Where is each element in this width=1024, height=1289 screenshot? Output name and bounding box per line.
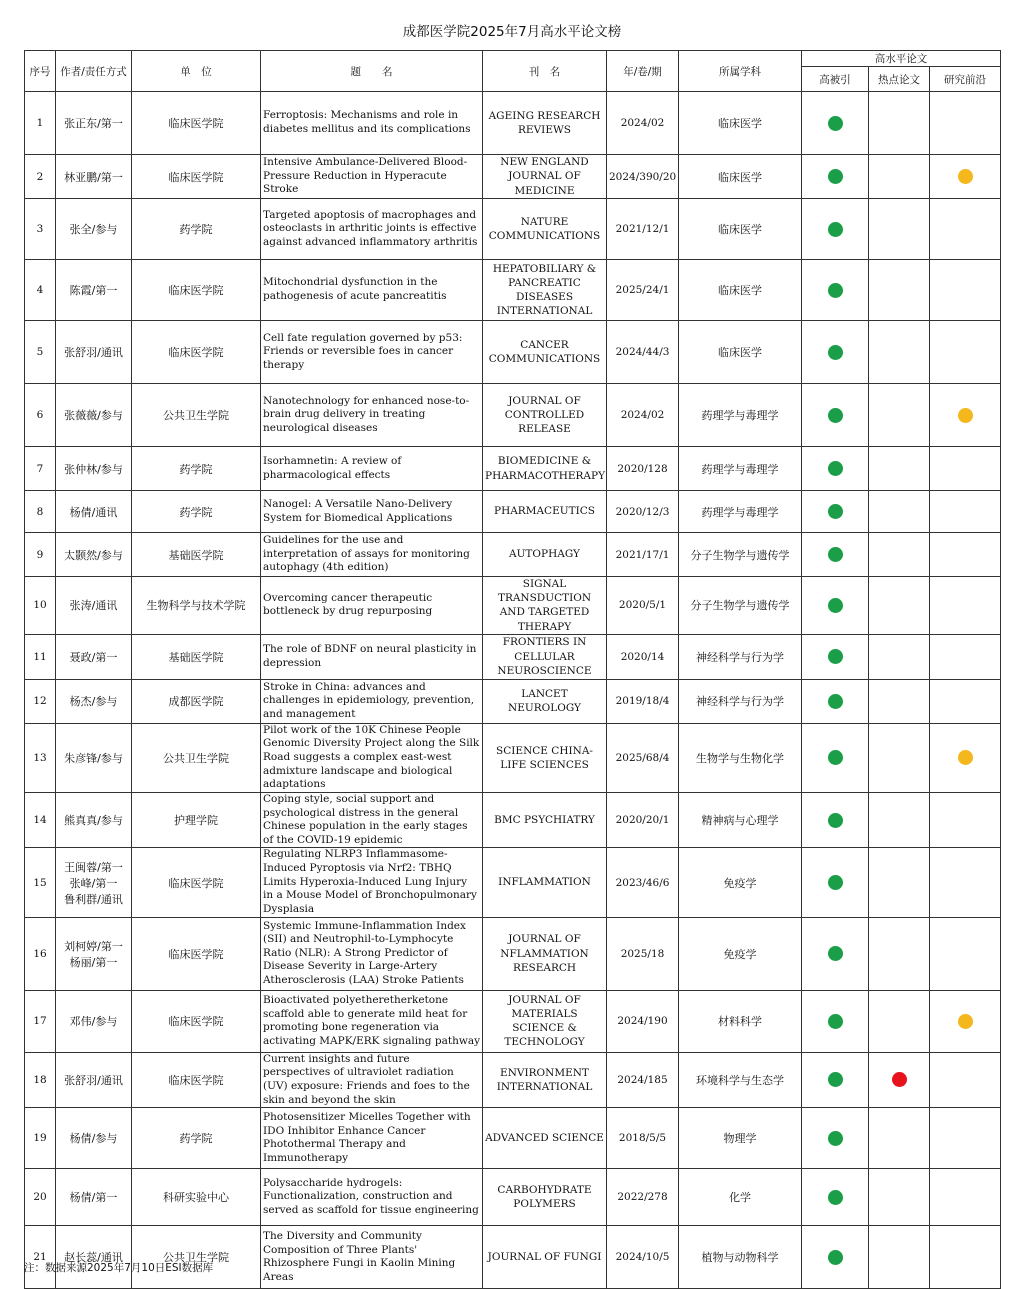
unit-cell: 临床医学院 (132, 848, 261, 917)
row-index: 14 (25, 792, 56, 848)
table-row (25, 155, 1001, 199)
header-subject: 所属学科 (679, 51, 802, 92)
year-cell: 2020/12/3 (607, 491, 679, 533)
highly-cited-cell (802, 1052, 869, 1108)
row-index: 1 (25, 92, 56, 155)
highly-cited-cell (802, 917, 869, 990)
hot-paper-cell (869, 260, 930, 321)
paper-title-cell: Intensive Ambulance-Delivered Blood-Pressure Reduction in Hyperacute Stroke (261, 155, 483, 199)
subject-cell: 临床医学 (679, 260, 802, 321)
table-row (25, 1108, 1001, 1169)
unit-cell: 临床医学院 (132, 260, 261, 321)
journal-cell: LANCET NEUROLOGY (483, 679, 607, 723)
frontier-cell (930, 92, 1001, 155)
hot-paper-cell (869, 990, 930, 1052)
frontier-cell (930, 1226, 1001, 1289)
paper-title-cell: Stroke in China: advances and challenges in epidemiology, prevention, and management (261, 679, 483, 723)
table-row (25, 447, 1001, 491)
green-dot-icon (828, 1014, 843, 1029)
green-dot-icon (828, 1190, 843, 1205)
paper-title-cell: Current insights and future perspectives of ultraviolet radiation (UV) exposure: Friends and foes to the skin and beyond the skin (261, 1052, 483, 1108)
highly-cited-cell (802, 1169, 869, 1226)
journal-cell: PHARMACEUTICS (483, 491, 607, 533)
hot-paper-cell (869, 491, 930, 533)
hot-paper-cell (869, 533, 930, 577)
highly-cited-cell (802, 447, 869, 491)
subject-cell: 临床医学 (679, 155, 802, 199)
hot-paper-cell (869, 1108, 930, 1169)
author-cell: 熊真真/参与 (56, 792, 132, 848)
yellow-dot-icon (958, 750, 973, 765)
row-index: 15 (25, 848, 56, 917)
paper-title-cell: Bioactivated polyetheretherketone scaffold able to generate mild heat for promoting bone regeneration via activating MAPK/ERK signaling pathway (261, 990, 483, 1052)
frontier-cell (930, 199, 1001, 260)
author-cell: 张正东/第一 (56, 92, 132, 155)
unit-cell: 公共卫生学院 (132, 1226, 261, 1289)
subject-cell: 精神病与心理学 (679, 792, 802, 848)
green-dot-icon (828, 408, 843, 423)
row-index: 19 (25, 1108, 56, 1169)
row-index: 9 (25, 533, 56, 577)
paper-title-cell: Mitochondrial dysfunction in the pathogenesis of acute pancreatitis (261, 260, 483, 321)
highly-cited-cell (802, 1108, 869, 1169)
header-hot: 热点论文 (869, 67, 930, 92)
row-index: 5 (25, 321, 56, 384)
subject-cell: 神经科学与行为学 (679, 679, 802, 723)
year-cell: 2024/02 (607, 92, 679, 155)
year-cell: 2024/44/3 (607, 321, 679, 384)
year-cell: 2022/278 (607, 1169, 679, 1226)
journal-cell: BMC PSYCHIATRY (483, 792, 607, 848)
hot-paper-cell (869, 634, 930, 679)
table-row (25, 533, 1001, 577)
frontier-cell (930, 155, 1001, 199)
frontier-cell (930, 848, 1001, 917)
yellow-dot-icon (958, 1014, 973, 1029)
hot-paper-cell (869, 577, 930, 635)
green-dot-icon (828, 345, 843, 360)
unit-cell: 药学院 (132, 199, 261, 260)
frontier-cell (930, 447, 1001, 491)
hot-paper-cell (869, 723, 930, 792)
year-cell: 2024/185 (607, 1052, 679, 1108)
subject-cell: 免疫学 (679, 917, 802, 990)
row-index: 13 (25, 723, 56, 792)
subject-cell: 环境科学与生态学 (679, 1052, 802, 1108)
subject-cell: 神经科学与行为学 (679, 634, 802, 679)
paper-title-cell: Ferroptosis: Mechanisms and role in diabetes mellitus and its complications (261, 92, 483, 155)
hot-paper-cell (869, 321, 930, 384)
hot-paper-cell (869, 92, 930, 155)
unit-cell: 临床医学院 (132, 990, 261, 1052)
unit-cell: 公共卫生学院 (132, 384, 261, 447)
green-dot-icon (828, 1250, 843, 1265)
table-row (25, 199, 1001, 260)
paper-title-cell: The Diversity and Community Composition of Three Plants' Rhizosphere Fungi in Kaolin Mining Areas (261, 1226, 483, 1289)
frontier-cell (930, 792, 1001, 848)
unit-cell: 临床医学院 (132, 1052, 261, 1108)
header-author: 作者/责任方式 (56, 51, 132, 92)
subject-cell: 物理学 (679, 1108, 802, 1169)
green-dot-icon (828, 547, 843, 562)
header-paper: 题 名 (261, 51, 483, 92)
year-cell: 2024/02 (607, 384, 679, 447)
paper-title-cell: Coping style, social support and psychological distress in the general Chinese population in the early stages of the COVID-19 epidemic (261, 792, 483, 848)
subject-cell: 药理学与毒理学 (679, 491, 802, 533)
row-index: 18 (25, 1052, 56, 1108)
table-row (25, 384, 1001, 447)
highly-cited-cell (802, 1226, 869, 1289)
unit-cell: 生物科学与技术学院 (132, 577, 261, 635)
journal-cell: AGEING RESEARCH REVIEWS (483, 92, 607, 155)
year-cell: 2020/14 (607, 634, 679, 679)
row-index: 17 (25, 990, 56, 1052)
unit-cell: 药学院 (132, 491, 261, 533)
subject-cell: 药理学与毒理学 (679, 384, 802, 447)
row-index: 4 (25, 260, 56, 321)
subject-cell: 临床医学 (679, 321, 802, 384)
hot-paper-cell (869, 792, 930, 848)
yellow-dot-icon (958, 169, 973, 184)
journal-cell: NATURE COMMUNICATIONS (483, 199, 607, 260)
year-cell: 2023/46/6 (607, 848, 679, 917)
yellow-dot-icon (958, 408, 973, 423)
highly-cited-cell (802, 92, 869, 155)
subject-cell: 药理学与毒理学 (679, 447, 802, 491)
paper-title-cell: Overcoming cancer therapeutic bottleneck by drug repurposing (261, 577, 483, 635)
highly-cited-cell (802, 533, 869, 577)
highly-cited-cell (802, 491, 869, 533)
green-dot-icon (828, 750, 843, 765)
paper-title-cell: Nanogel: A Versatile Nano-Delivery System for Biomedical Applications (261, 491, 483, 533)
row-index: 7 (25, 447, 56, 491)
frontier-cell (930, 634, 1001, 679)
year-cell: 2024/10/5 (607, 1226, 679, 1289)
paper-title-cell: Nanotechnology for enhanced nose-to-brain drug delivery in treating neurological diseases (261, 384, 483, 447)
author-cell: 邓伟/参与 (56, 990, 132, 1052)
table-row (25, 723, 1001, 792)
subject-cell: 材料科学 (679, 990, 802, 1052)
frontier-cell (930, 577, 1001, 635)
highly-cited-cell (802, 634, 869, 679)
journal-cell: JOURNAL OF CONTROLLED RELEASE (483, 384, 607, 447)
author-cell: 杨倩/第一 (56, 1169, 132, 1226)
table-row (25, 848, 1001, 917)
author-cell: 林亚鹏/第一 (56, 155, 132, 199)
author-cell: 朱彦锋/参与 (56, 723, 132, 792)
table-row (25, 260, 1001, 321)
paper-table (24, 50, 1001, 1289)
highly-cited-cell (802, 384, 869, 447)
unit-cell: 基础医学院 (132, 533, 261, 577)
table-row (25, 1052, 1001, 1108)
author-cell: 太颢然/参与 (56, 533, 132, 577)
subject-cell: 化学 (679, 1169, 802, 1226)
hot-paper-cell (869, 679, 930, 723)
header-highly-cited: 高被引 (802, 67, 869, 92)
year-cell: 2020/5/1 (607, 577, 679, 635)
year-cell: 2019/18/4 (607, 679, 679, 723)
frontier-cell (930, 384, 1001, 447)
hot-paper-cell (869, 384, 930, 447)
journal-cell: AUTOPHAGY (483, 533, 607, 577)
unit-cell: 公共卫生学院 (132, 723, 261, 792)
year-cell: 2024/390/20 (607, 155, 679, 199)
hot-paper-cell (869, 447, 930, 491)
unit-cell: 临床医学院 (132, 92, 261, 155)
table-row (25, 1226, 1001, 1289)
table-row (25, 792, 1001, 848)
table-row (25, 917, 1001, 990)
author-cell: 杨杰/参与 (56, 679, 132, 723)
paper-title-cell: Photosensitizer Micelles Together with IDO Inhibitor Enhance Cancer Photothermal Therapy and Immunotherapy (261, 1108, 483, 1169)
red-dot-icon (892, 1072, 907, 1087)
year-cell: 2024/190 (607, 990, 679, 1052)
paper-title-cell: Pilot work of the 10K Chinese People Genomic Diversity Project along the Silk Road suggests a complex east-west admixture landscape and biological adaptations (261, 723, 483, 792)
paper-title-cell: The role of BDNF on neural plasticity in depression (261, 634, 483, 679)
author-cell: 张薇薇/参与 (56, 384, 132, 447)
hot-paper-cell (869, 199, 930, 260)
header-year: 年/卷/期 (607, 51, 679, 92)
highly-cited-cell (802, 321, 869, 384)
journal-cell: SIGNAL TRANSDUCTION AND TARGETED THERAPY (483, 577, 607, 635)
green-dot-icon (828, 598, 843, 613)
unit-cell: 药学院 (132, 1108, 261, 1169)
highly-cited-cell (802, 792, 869, 848)
row-index: 11 (25, 634, 56, 679)
author-cell: 杨倩/参与 (56, 1108, 132, 1169)
green-dot-icon (828, 694, 843, 709)
highly-cited-cell (802, 848, 869, 917)
journal-cell: JOURNAL OF NFLAMMATION RESEARCH (483, 917, 607, 990)
green-dot-icon (828, 169, 843, 184)
unit-cell: 临床医学院 (132, 321, 261, 384)
header-unit: 单 位 (132, 51, 261, 92)
year-cell: 2025/24/1 (607, 260, 679, 321)
table-row (25, 92, 1001, 155)
highly-cited-cell (802, 577, 869, 635)
unit-cell: 科研实验中心 (132, 1169, 261, 1226)
highly-cited-cell (802, 199, 869, 260)
year-cell: 2025/68/4 (607, 723, 679, 792)
green-dot-icon (828, 222, 843, 237)
row-index: 20 (25, 1169, 56, 1226)
year-cell: 2020/20/1 (607, 792, 679, 848)
unit-cell: 成都医学院 (132, 679, 261, 723)
frontier-cell (930, 917, 1001, 990)
highly-cited-cell (802, 260, 869, 321)
header-journal: 刊 名 (483, 51, 607, 92)
table-row (25, 321, 1001, 384)
paper-title-cell: Isorhamnetin: A review of pharmacological effects (261, 447, 483, 491)
hot-paper-cell (869, 1169, 930, 1226)
header-group: 高水平论文 (802, 51, 1001, 67)
row-index: 3 (25, 199, 56, 260)
table-row (25, 491, 1001, 533)
journal-cell: INFLAMMATION (483, 848, 607, 917)
subject-cell: 植物与动物科学 (679, 1226, 802, 1289)
frontier-cell (930, 1169, 1001, 1226)
author-cell: 王闽蓉/第一 张峰/第一 鲁利群/通讯 (56, 848, 132, 917)
page-title: 成都医学院2025年7月高水平论文榜 (402, 24, 622, 40)
paper-title-cell: Targeted apoptosis of macrophages and osteoclasts in arthritic joints is effective against advanced inflammatory arthritis (261, 199, 483, 260)
green-dot-icon (828, 1131, 843, 1146)
journal-cell: JOURNAL OF FUNGI (483, 1226, 607, 1289)
journal-cell: HEPATOBILIARY & PANCREATIC DISEASES INTERNATIONAL (483, 260, 607, 321)
row-index: 21 (25, 1226, 56, 1289)
author-cell: 张涛/通讯 (56, 577, 132, 635)
header-index: 序号 (25, 51, 56, 92)
subject-cell: 分子生物学与遗传学 (679, 533, 802, 577)
frontier-cell (930, 1108, 1001, 1169)
journal-cell: CANCER COMMUNICATIONS (483, 321, 607, 384)
row-index: 12 (25, 679, 56, 723)
frontier-cell (930, 491, 1001, 533)
hot-paper-cell (869, 1052, 930, 1108)
table-row (25, 577, 1001, 635)
frontier-cell (930, 533, 1001, 577)
year-cell: 2021/17/1 (607, 533, 679, 577)
row-index: 8 (25, 491, 56, 533)
author-cell: 赵长蕊/通讯 (56, 1226, 132, 1289)
green-dot-icon (828, 1072, 843, 1087)
green-dot-icon (828, 461, 843, 476)
journal-cell: CARBOHYDRATE POLYMERS (483, 1169, 607, 1226)
unit-cell: 药学院 (132, 447, 261, 491)
year-cell: 2018/5/5 (607, 1108, 679, 1169)
green-dot-icon (828, 283, 843, 298)
journal-cell: NEW ENGLAND JOURNAL OF MEDICINE (483, 155, 607, 199)
table-row (25, 990, 1001, 1052)
hot-paper-cell (869, 917, 930, 990)
unit-cell: 临床医学院 (132, 917, 261, 990)
author-cell: 张全/参与 (56, 199, 132, 260)
author-cell: 刘柯婷/第一 杨丽/第一 (56, 917, 132, 990)
journal-cell: BIOMEDICINE & PHARMACOTHERAPY (483, 447, 607, 491)
subject-cell: 生物学与生物化学 (679, 723, 802, 792)
journal-cell: ENVIRONMENT INTERNATIONAL (483, 1052, 607, 1108)
journal-cell: ADVANCED SCIENCE (483, 1108, 607, 1169)
green-dot-icon (828, 649, 843, 664)
frontier-cell (930, 990, 1001, 1052)
frontier-cell (930, 679, 1001, 723)
green-dot-icon (828, 504, 843, 519)
highly-cited-cell (802, 723, 869, 792)
frontier-cell (930, 321, 1001, 384)
highly-cited-cell (802, 990, 869, 1052)
footnote: 注：数据来源2025年7月10日ESI数据库 (24, 1262, 214, 1274)
green-dot-icon (828, 116, 843, 131)
subject-cell: 临床医学 (679, 199, 802, 260)
paper-title-cell: Systemic Immune-Inflammation Index (SII) and Neutrophil-to-Lymphocyte Ratio (NLR): A Strong Predictor of Disease Severity in Large-Artery Atherosclerosis (LAA) Stroke Patients (261, 917, 483, 990)
table-row (25, 634, 1001, 679)
paper-title-cell: Cell fate regulation governed by p53: Friends or reversible foes in cancer therapy (261, 321, 483, 384)
frontier-cell (930, 1052, 1001, 1108)
green-dot-icon (828, 813, 843, 828)
unit-cell: 基础医学院 (132, 634, 261, 679)
subject-cell: 临床医学 (679, 92, 802, 155)
row-index: 6 (25, 384, 56, 447)
subject-cell: 免疫学 (679, 848, 802, 917)
table-row (25, 1169, 1001, 1226)
author-cell: 聂政/第一 (56, 634, 132, 679)
hot-paper-cell (869, 155, 930, 199)
unit-cell: 临床医学院 (132, 155, 261, 199)
green-dot-icon (828, 946, 843, 961)
table-row (25, 679, 1001, 723)
author-cell: 张舒羽/通讯 (56, 321, 132, 384)
author-cell: 陈霞/第一 (56, 260, 132, 321)
highly-cited-cell (802, 155, 869, 199)
author-cell: 张仲林/参与 (56, 447, 132, 491)
journal-cell: JOURNAL OF MATERIALS SCIENCE & TECHNOLOGY (483, 990, 607, 1052)
row-index: 16 (25, 917, 56, 990)
author-cell: 张舒羽/通讯 (56, 1052, 132, 1108)
row-index: 10 (25, 577, 56, 635)
paper-title-cell: Guidelines for the use and interpretation of assays for monitoring autophagy (4th edition) (261, 533, 483, 577)
header-frontier: 研究前沿 (930, 67, 1001, 92)
journal-cell: FRONTIERS IN CELLULAR NEUROSCIENCE (483, 634, 607, 679)
frontier-cell (930, 260, 1001, 321)
paper-title-cell: Polysaccharide hydrogels: Functionalization, construction and served as scaffold for tissue engineering (261, 1169, 483, 1226)
year-cell: 2021/12/1 (607, 199, 679, 260)
paper-title-cell: Regulating NLRP3 Inflammasome-Induced Pyroptosis via Nrf2: TBHQ Limits Hyperoxia-Induced Lung Injury in a Mouse Model of Bronchopulmonary Dysplasia (261, 848, 483, 917)
frontier-cell (930, 723, 1001, 792)
row-index: 2 (25, 155, 56, 199)
year-cell: 2025/18 (607, 917, 679, 990)
year-cell: 2020/128 (607, 447, 679, 491)
hot-paper-cell (869, 1226, 930, 1289)
subject-cell: 分子生物学与遗传学 (679, 577, 802, 635)
journal-cell: SCIENCE CHINA-LIFE SCIENCES (483, 723, 607, 792)
unit-cell: 护理学院 (132, 792, 261, 848)
green-dot-icon (828, 875, 843, 890)
author-cell: 杨倩/通讯 (56, 491, 132, 533)
hot-paper-cell (869, 848, 930, 917)
highly-cited-cell (802, 679, 869, 723)
